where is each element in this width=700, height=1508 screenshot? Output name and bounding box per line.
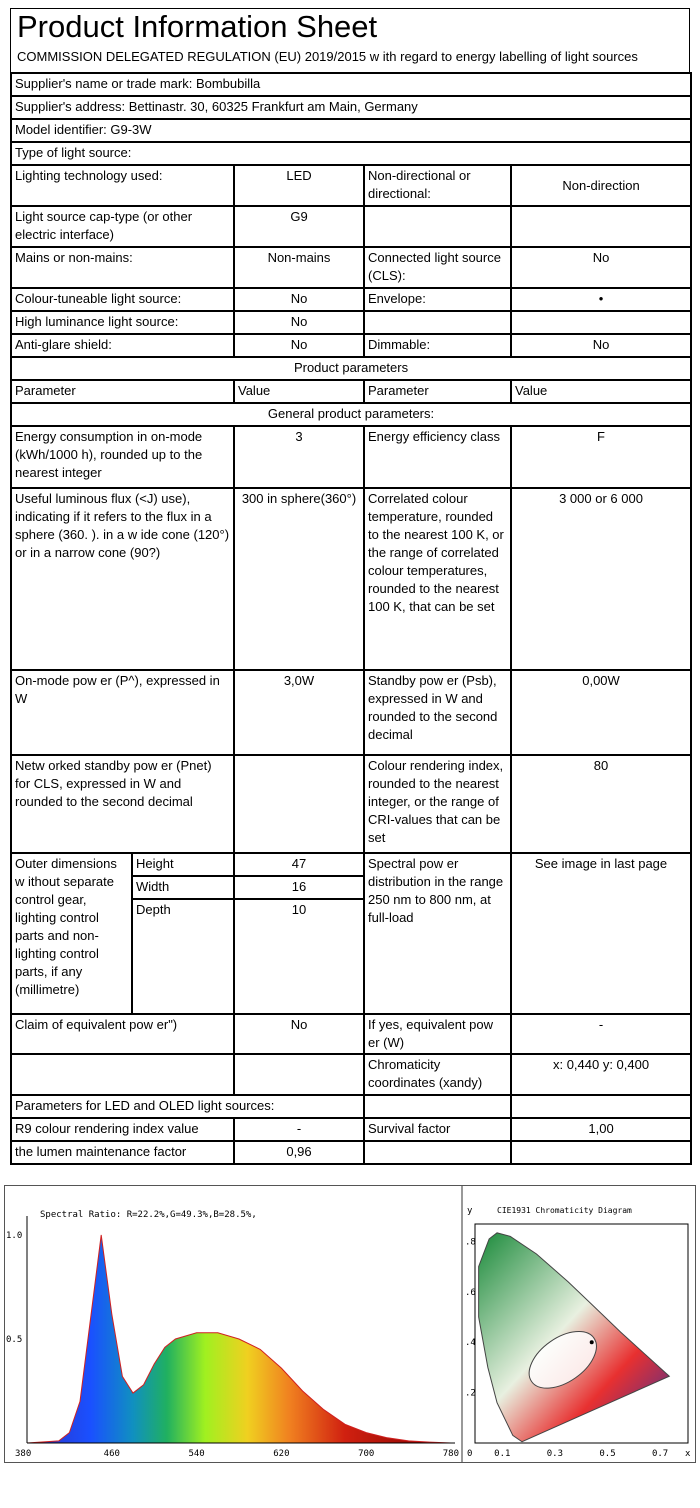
empty-cell: [11, 1054, 234, 1095]
value: Non-direction: [511, 165, 691, 206]
empty-cell: [364, 206, 511, 247]
label: Light source cap-type (or other electric interface): [11, 206, 234, 247]
label: Height: [132, 853, 234, 876]
value: 3 000 or 6 000: [511, 488, 691, 670]
x-tick-label: 780: [442, 1449, 459, 1459]
empty-cell: [364, 1095, 511, 1118]
y-tick-label: .8: [465, 1237, 476, 1248]
label: Outer dimensions w ithout separate control gear, lighting control parts and non-lighting control parts, if any (millimetre): [11, 853, 132, 1014]
value: x: 0,440 y: 0,400: [511, 1054, 691, 1095]
label: Dimmable:: [364, 334, 511, 357]
section-heading: Product parameters: [11, 357, 691, 380]
header: [10, 8, 690, 72]
label: If yes, equivalent pow er (W): [364, 1014, 511, 1054]
value: •: [511, 288, 691, 311]
spectrum-chart: [6, 1210, 459, 1459]
empty-cell: [234, 755, 364, 853]
value: 1,00: [511, 1118, 691, 1141]
page-title: Product Information Sheet: [17, 9, 378, 44]
label: High luminance light source:: [11, 311, 234, 334]
value: 10: [234, 899, 364, 1014]
section-heading: General product parameters:: [11, 403, 691, 426]
label: Netw orked standby pow er (Pnet) for CLS, expressed in W and rounded to the second decimal: [11, 755, 234, 853]
label: R9 colour rendering index value: [11, 1118, 234, 1141]
value: No: [234, 288, 364, 311]
label: Connected light source (CLS):: [364, 247, 511, 288]
label: Envelope:: [364, 288, 511, 311]
label: Colour-tuneable light source:: [11, 288, 234, 311]
x-tick-label: 0.3: [546, 1449, 564, 1459]
label: Width: [132, 876, 234, 899]
chart-title: Spectral Ratio: R=22.2%,G=49.3%,B=28.5%,: [40, 1210, 257, 1220]
column-header: Parameter: [364, 380, 511, 403]
supplier-address: Supplier's address: Bettinastr. 30, 60325 Frankfurt am Main, Germany: [11, 96, 691, 119]
value: 80: [511, 755, 691, 853]
chromaticity-point: [590, 1340, 594, 1344]
label: Mains or non-mains:: [11, 247, 234, 288]
light-source-type: Type of light source:: [11, 142, 691, 165]
y-tick-label: .2: [465, 1388, 476, 1399]
label: Colour rendering index, rounded to the nearest integer, or the range of CRI-values that can be set: [364, 755, 511, 853]
value: See image in last page: [511, 853, 691, 1014]
label: Energy efficiency class: [364, 426, 511, 488]
x-tick-label: 620: [273, 1449, 290, 1459]
empty-cell: [511, 1141, 691, 1164]
value: LED: [234, 165, 364, 206]
value: No: [511, 334, 691, 357]
y-tick-label: .4: [465, 1338, 476, 1349]
x-axis-label: x: [685, 1449, 691, 1459]
value: No: [511, 247, 691, 288]
label: Non-directional or directional:: [364, 165, 511, 206]
value: No: [234, 334, 364, 357]
x-tick-label: 460: [103, 1449, 120, 1459]
label: Lighting technology used:: [11, 165, 234, 206]
cie-chart: [465, 1206, 691, 1459]
x-tick-label: 540: [188, 1449, 205, 1459]
value: 0,96: [234, 1141, 364, 1164]
y-tick-label: 1.0: [6, 1231, 23, 1241]
y-tick-label: 0.5: [6, 1335, 23, 1345]
charts-svg: [5, 1186, 695, 1462]
label: Spectral pow er distribution in the range 250 nm to 800 nm, at full-load: [364, 853, 511, 1014]
label: Standby pow er (Psb), expressed in W and rounded to the second decimal: [364, 670, 511, 755]
value: No: [234, 1014, 364, 1054]
label: Chromaticity coordinates (xandy): [364, 1054, 511, 1095]
value: 3,0W: [234, 670, 364, 755]
empty-cell: [364, 1141, 511, 1164]
column-header: Value: [234, 380, 364, 403]
x-tick-label: 0.5: [599, 1449, 616, 1459]
value: G9: [234, 206, 364, 247]
section-heading: Parameters for LED and OLED light sources:: [11, 1095, 364, 1118]
cie-title: CIE1931 Chromaticity Diagram: [497, 1206, 632, 1215]
page-subtitle: COMMISSION DELEGATED REGULATION (EU) 2019/2015 w ith regard to energy labelling of light sources: [17, 49, 638, 64]
x-tick-label: 0: [467, 1449, 473, 1459]
model-identifier: Model identifier: G9-3W: [11, 119, 691, 142]
x-tick-label: 700: [358, 1449, 375, 1459]
value: Non-mains: [234, 247, 364, 288]
value: -: [511, 1014, 691, 1054]
column-header: Value: [511, 380, 691, 403]
label: Energy consumption in on-mode (kWh/1000 h), rounded up to the nearest integer: [11, 426, 234, 488]
label: Depth: [132, 899, 234, 1014]
label: Correlated colour temperature, rounded to the nearest 100 K, or the range of correlated colour temperatures, rounded to the nearest 100 K, that can be set: [364, 488, 511, 670]
label: Claim of equivalent pow er"): [11, 1014, 234, 1054]
value: 300 in sphere(360°): [234, 488, 364, 670]
x-tick-label: 380: [15, 1449, 32, 1459]
label: Useful luminous flux (<J) use), indicating if it refers to the flux in a sphere (360. ). in a w ide cone (120°) or in a narrow cone (90?): [11, 488, 234, 670]
label: Survival factor: [364, 1118, 511, 1141]
value: 3: [234, 426, 364, 488]
spectrum-area: [27, 1235, 451, 1443]
empty-cell: [511, 1095, 691, 1118]
value: 0,00W: [511, 670, 691, 755]
value: F: [511, 426, 691, 488]
empty-cell: [364, 311, 511, 334]
column-header: Parameter: [11, 380, 234, 403]
y-tick-label: .6: [465, 1287, 476, 1298]
label: Anti-glare shield:: [11, 334, 234, 357]
charts-panel: [4, 1185, 696, 1463]
product-info-table: [10, 72, 692, 1165]
empty-cell: [234, 1054, 364, 1095]
value: 16: [234, 876, 364, 899]
empty-cell: [511, 311, 691, 334]
empty-cell: [511, 206, 691, 247]
value: No: [234, 311, 364, 334]
supplier-name: Supplier's name or trade mark: Bombubilla: [11, 73, 691, 96]
x-tick-label: 0.1: [494, 1449, 511, 1459]
y-axis-label: y: [467, 1206, 473, 1216]
label: On-mode pow er (P^), expressed in W: [11, 670, 234, 755]
x-tick-label: 0.7: [651, 1449, 669, 1459]
label: the lumen maintenance factor: [11, 1141, 234, 1164]
value: 47: [234, 853, 364, 876]
value: -: [234, 1118, 364, 1141]
